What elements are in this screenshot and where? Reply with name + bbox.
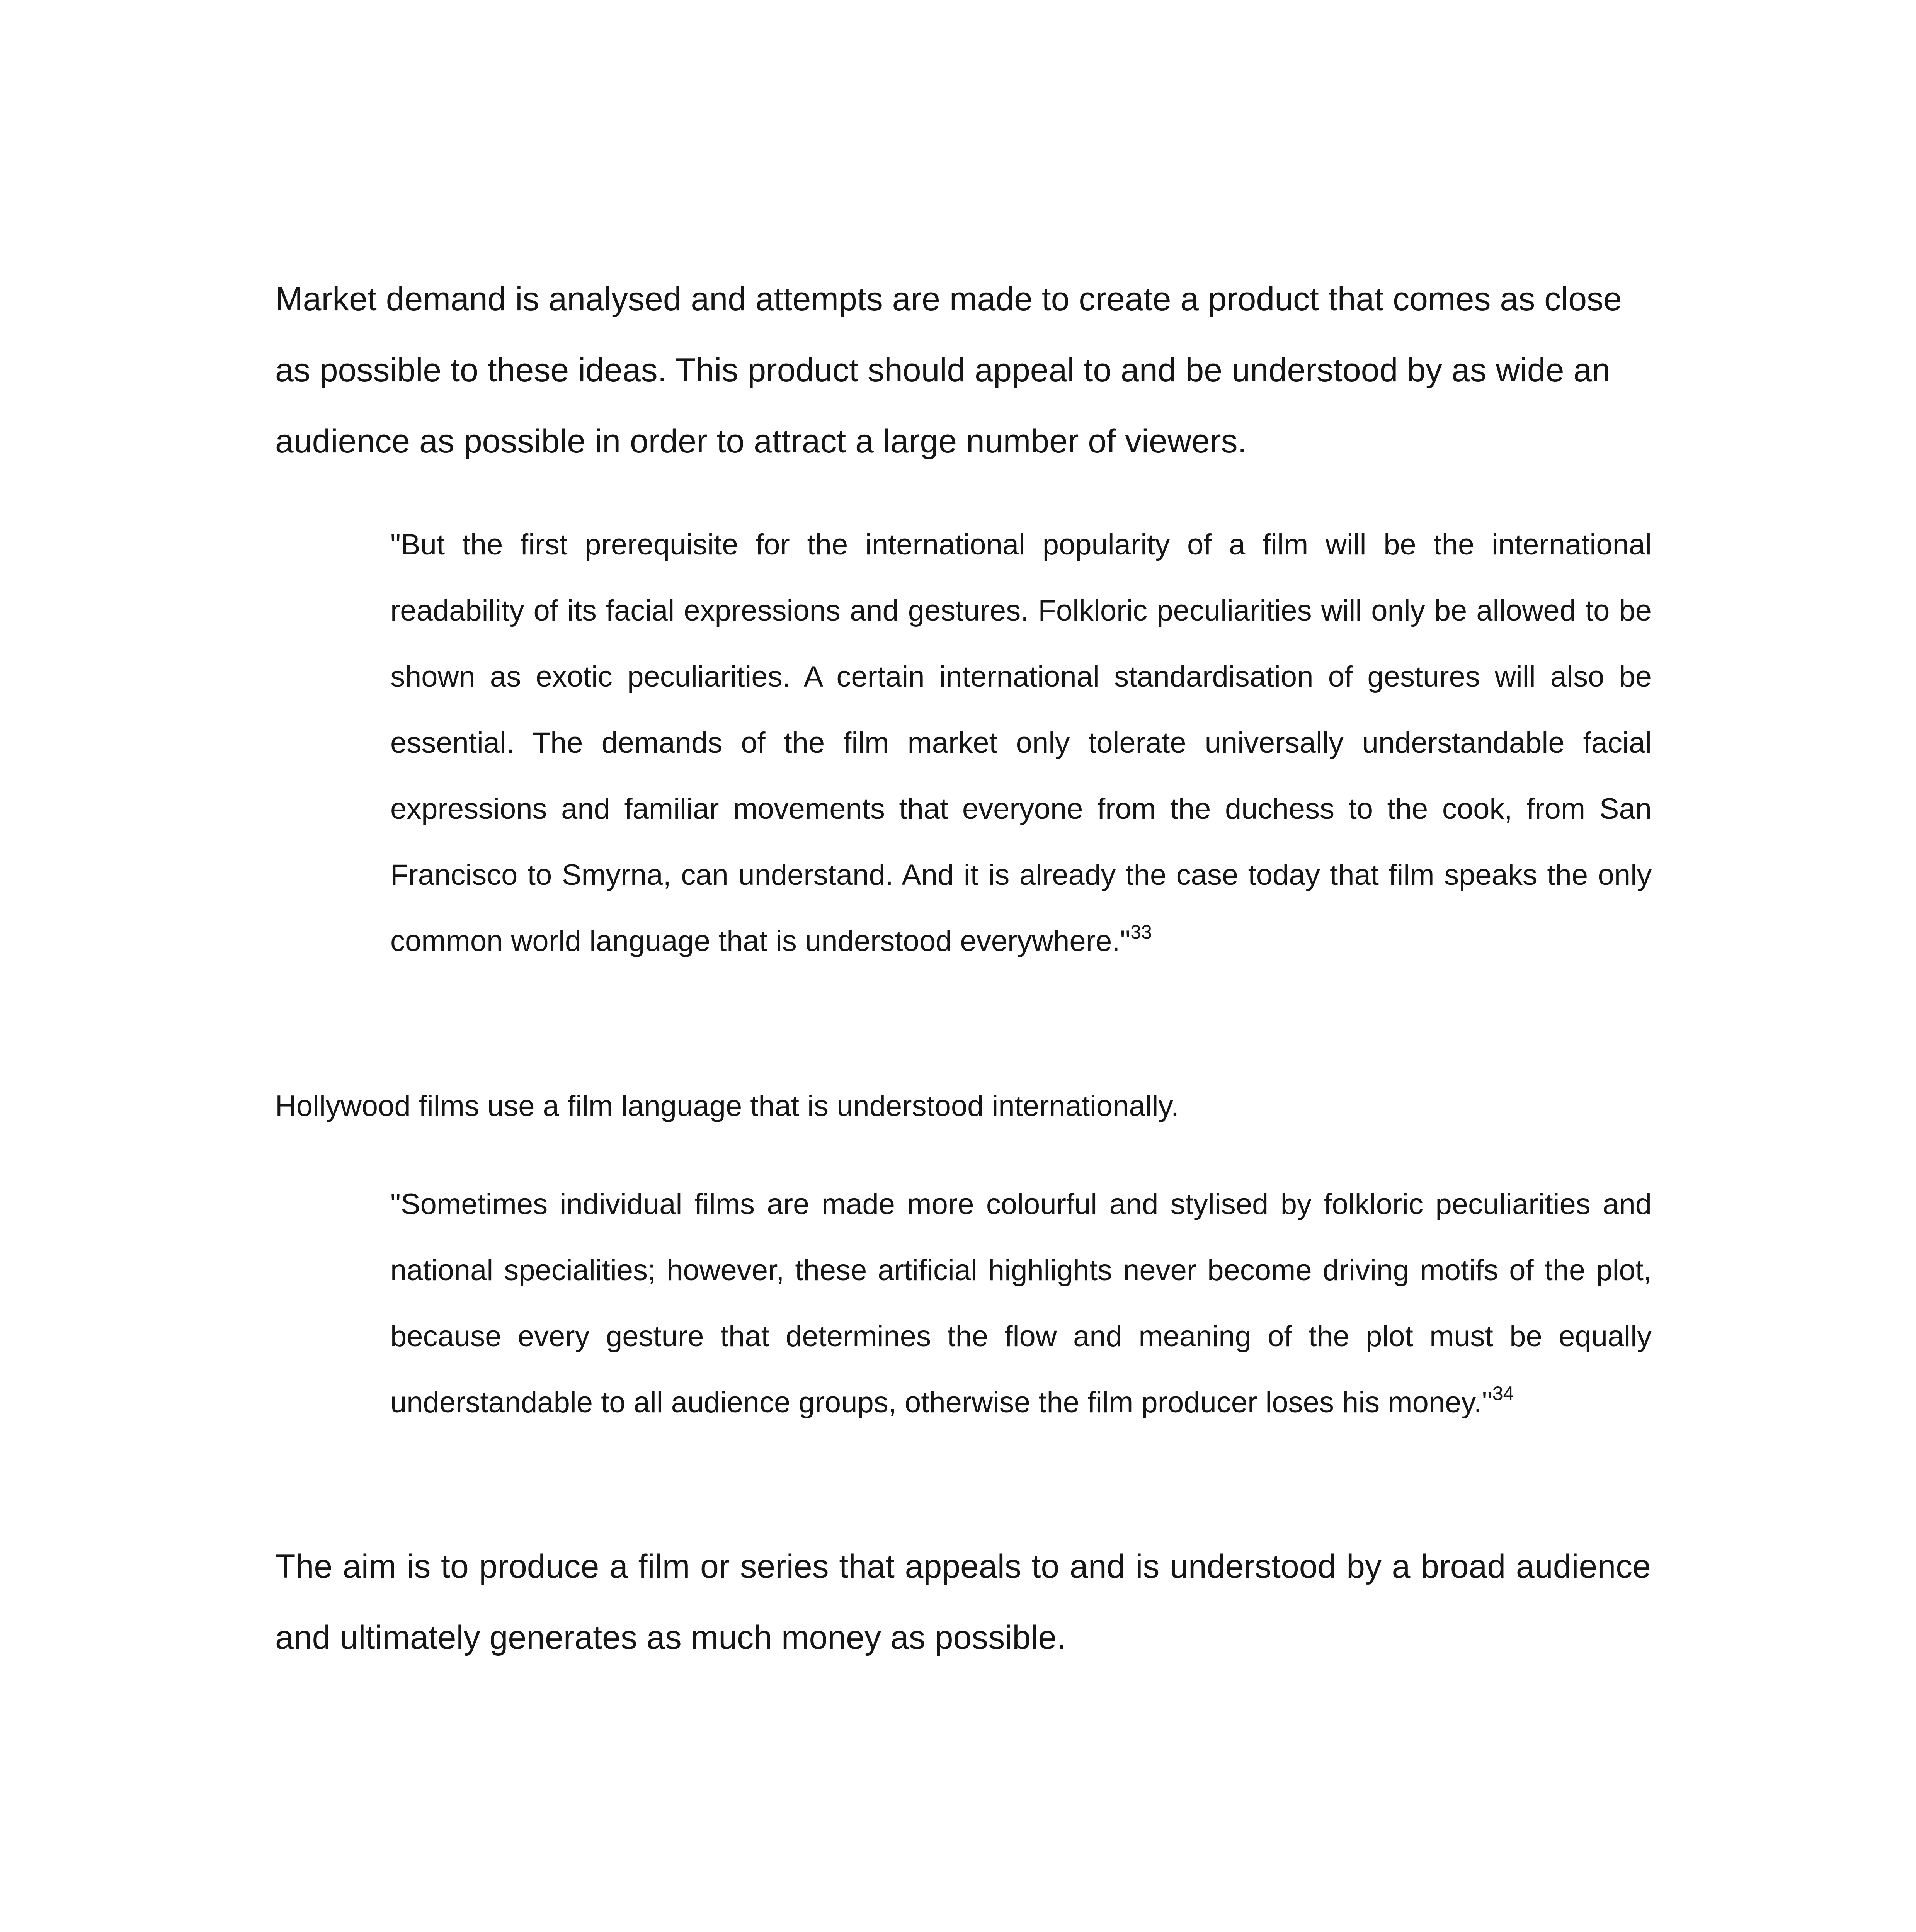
- body-paragraph: Hollywood films use a film language that is understood internationally.: [275, 1090, 1179, 1122]
- body-paragraph: Market demand is analysed and attempts are made to create a product that comes as close as possible to these ideas. This product should appeal to and be understood by as wide an audience as possible in order to attract a large number of viewers.: [275, 281, 1622, 460]
- block-quote: [390, 1171, 1652, 1435]
- body-paragraph: The aim is to produce a film or series that appeals to and is understood by a broad audience and ultimately generates as much money as possible.: [275, 1548, 1651, 1656]
- quote-text: "But the first prerequisite for the international popularity of a film will be the international readability of its facial expressions and gestures. Folkloric peculiarities will only be allowed to be shown as exotic peculiarities. A certain international standardisation of gestures will also be essential. The demands of the film market only tolerate universally understandable facial expressions and familiar movements that everyone from the duchess to the cook, from San Francisco to Smyrna, can understand. And it is already the case today that film speaks the only common world language that is understood everywhere.": [390, 528, 1652, 957]
- block-quote: [390, 512, 1652, 974]
- footnote-reference[interactable]: 34: [1492, 1383, 1514, 1404]
- footnote-reference[interactable]: 33: [1130, 921, 1152, 943]
- quote-text: "Sometimes individual films are made more colourful and stylised by folkloric peculiarities and national specialities; however, these artificial highlights never become driving motifs of the plot, because every gesture that determines the flow and meaning of the plot must be equally understandable to all audience groups, otherwise the film producer loses his money.": [390, 1188, 1652, 1419]
